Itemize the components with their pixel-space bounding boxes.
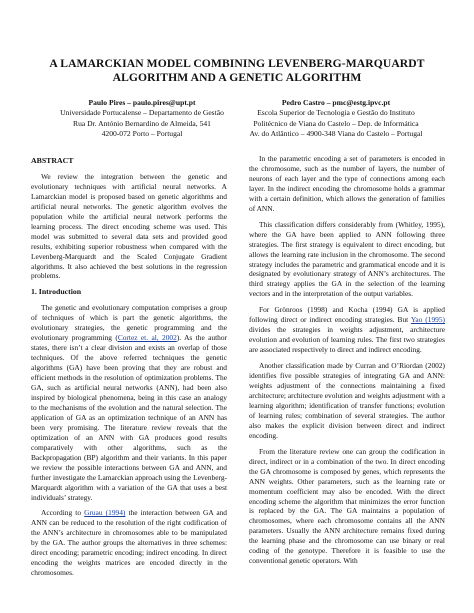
author-block-2 (241, 98, 431, 140)
abstract-heading: ABSTRACT (31, 156, 74, 165)
paper-title: A LAMARCKIAN MODEL COMBINING LEVENBERG-MARQUARDT ALGORITHM AND A GENETIC ALGORITHM (49, 57, 425, 84)
intro-p1-text-a: The genetic and evolutionary computation comprises a group of techniques of which is part the genetic algorithms, the evolutionary strategies, the genetic programming and the evolutionary programming ( (31, 303, 227, 343)
citation-link-gruau[interactable]: Gruau (1994) (84, 508, 126, 518)
author-city-1: 4200-072 Porto – Portugal (101, 129, 183, 139)
right-p3-text-a: For Grönroos (1998) and Kocha (1994) GA is applied following direct or indirect encoding strategies. But (249, 305, 445, 325)
left-column (31, 154, 227, 584)
right-paragraph-1: In the parametric encoding a set of parameters is encoded in the chromosome, such as the number of layers, the number of neurons of each layer and the type of connections among each layer. In the indirect encoding the chromosome holds a grammar with a certain definition, which allows the generation of families of ANN. (249, 154, 445, 213)
citation-link-cortez[interactable]: Cortez et. al, 2002 (117, 333, 177, 343)
intro-paragraph-2 (31, 508, 227, 578)
right-paragraph-4: Another classification made by Curran and O’Riordan (2002) identifies five possible strategies of integrating GA and ANN: weights adjustment of the connections maintaining a fixed architecture; architecture evolution and weights adjustment with a learning algorithm; identification of transfer functions; evolution of learning rules; combination of several strategies. The author also makes the explicit division between direct and indirect encoding. (249, 361, 445, 440)
author-name-1: Paulo Pires – paulo.pires@upt.pt (88, 98, 196, 107)
right-paragraph-5: From the literature review one can group the codification in direct, indirect or in a combination of the two. In direct encoding the GA chromosome is composed by genes, which represents the ANN weights. Other parameters, such as the learning rate or momentum coefficient may also be encoded. With the direct encoding scheme the algorithm that minimizes the error function is replaced by the GA. The GA maintains a population of chromosomes, where each chromosome contains all the ANN parameters. Usually the ANN architecture remains fixed during the learning phase and the chromosome can use binary or real coding of the genotype. Therefore it is feasible to use the conventional genetic operators. With (249, 446, 445, 566)
author-block-1 (47, 98, 237, 140)
intro-paragraph-1 (31, 303, 227, 502)
author-address-1: Rua Dr. António Bernardino de Almeida, 541 (73, 118, 211, 128)
right-column (249, 154, 445, 572)
right-paragraph-2: This classification differs considerably from (Whitley, 1995), where the GA have been applied to ANN following three strategies. The first strategy is equivalent to direct encoding, but allows the learning rate inclusion in the chromosome. The second strategy includes the parametric and grammatical encode and it is designated by evolutionary strategy of ANN’s architectures. The third strategy applies the GA in the selection of the learning vectors and in the interpretation of the output variables. (249, 219, 445, 299)
intro-p2-text-a: According to (41, 508, 85, 518)
introduction-heading: 1. Introduction (31, 287, 82, 297)
intro-p1-text-b: ). As the author states, there isn’t a clear division and exists an overlap of those techniques. Of the above referred techniques the genetic algorithms (GA) have been proving that they are robust and efficient methods in the resolution of optimization problems. The GA, such as artificial neural networks (ANN), had been also inspired by biological phenomena, being in this case an analogy to the mechanisms of the evolution and the natural selection. The application of GA as an optimization technique of an ANN has been very promising. The literature review reveals that the optimization of an ANN with GA produces good results comparatively with other algorithms, such as the Backpropagation (BP) algorithm and their variants. In this paper we review the possible interactions between GA and ANN, and further investigate the Lamarckian approach using the Levenberg-Marquardt algorithm with a variation of the GA that uses a best individuals’ strategy. (31, 333, 227, 502)
citation-link-yao[interactable]: Yao (1995) (410, 315, 446, 325)
author-affiliation-1: Universidade Portucalense – Departamento de Gestão (60, 108, 224, 118)
right-p3-text-b: divides the strategies in weights adjustment, architecture evolution and evolution of learning rules. The first two strategies are associated respectively to direct and indirect encoding. (249, 325, 445, 355)
author-affiliation-2: Escola Superior de Tecnologia e Gestão do Instituto (257, 108, 415, 118)
intro-p2-text-b: the interaction between GA and ANN can be reduced to the resolution of the right codification of the ANN’s architecture in chromosomes able to be manipulated by the GA. The author groups the alternatives in three schemes: direct encoding; parametric encoding; indirect encoding. In direct encoding the weights matrices are encoded directly in the chromosomes. (31, 508, 228, 578)
author-name-2: Pedro Castro – pmc@estg.ipvc.pt (281, 98, 391, 107)
author-address-2: Av. do Atlântico – 4900-348 Viana do Castelo – Portugal (249, 129, 423, 139)
author-department-2: Politécnico de Viana do Castelo – Dep. de Informática (253, 118, 419, 128)
right-paragraph-3 (249, 305, 445, 355)
abstract-text: We review the integration between the genetic and evolutionary techniques with artificial neural networks. A Lamarckian model is proposed based on genetic algorithms and artificial neural networks. The genetic algorithm evolves the population while the artificial neural network performs the learning process. The direct encoding scheme was used. This model was submitted to several data sets and provided good results, exhibiting superior robustness when compared with the Levenberg-Marquardt and the Scaled Conjugate Gradient algorithms. It also achieved the best solutions in the regression problems. (31, 171, 227, 281)
